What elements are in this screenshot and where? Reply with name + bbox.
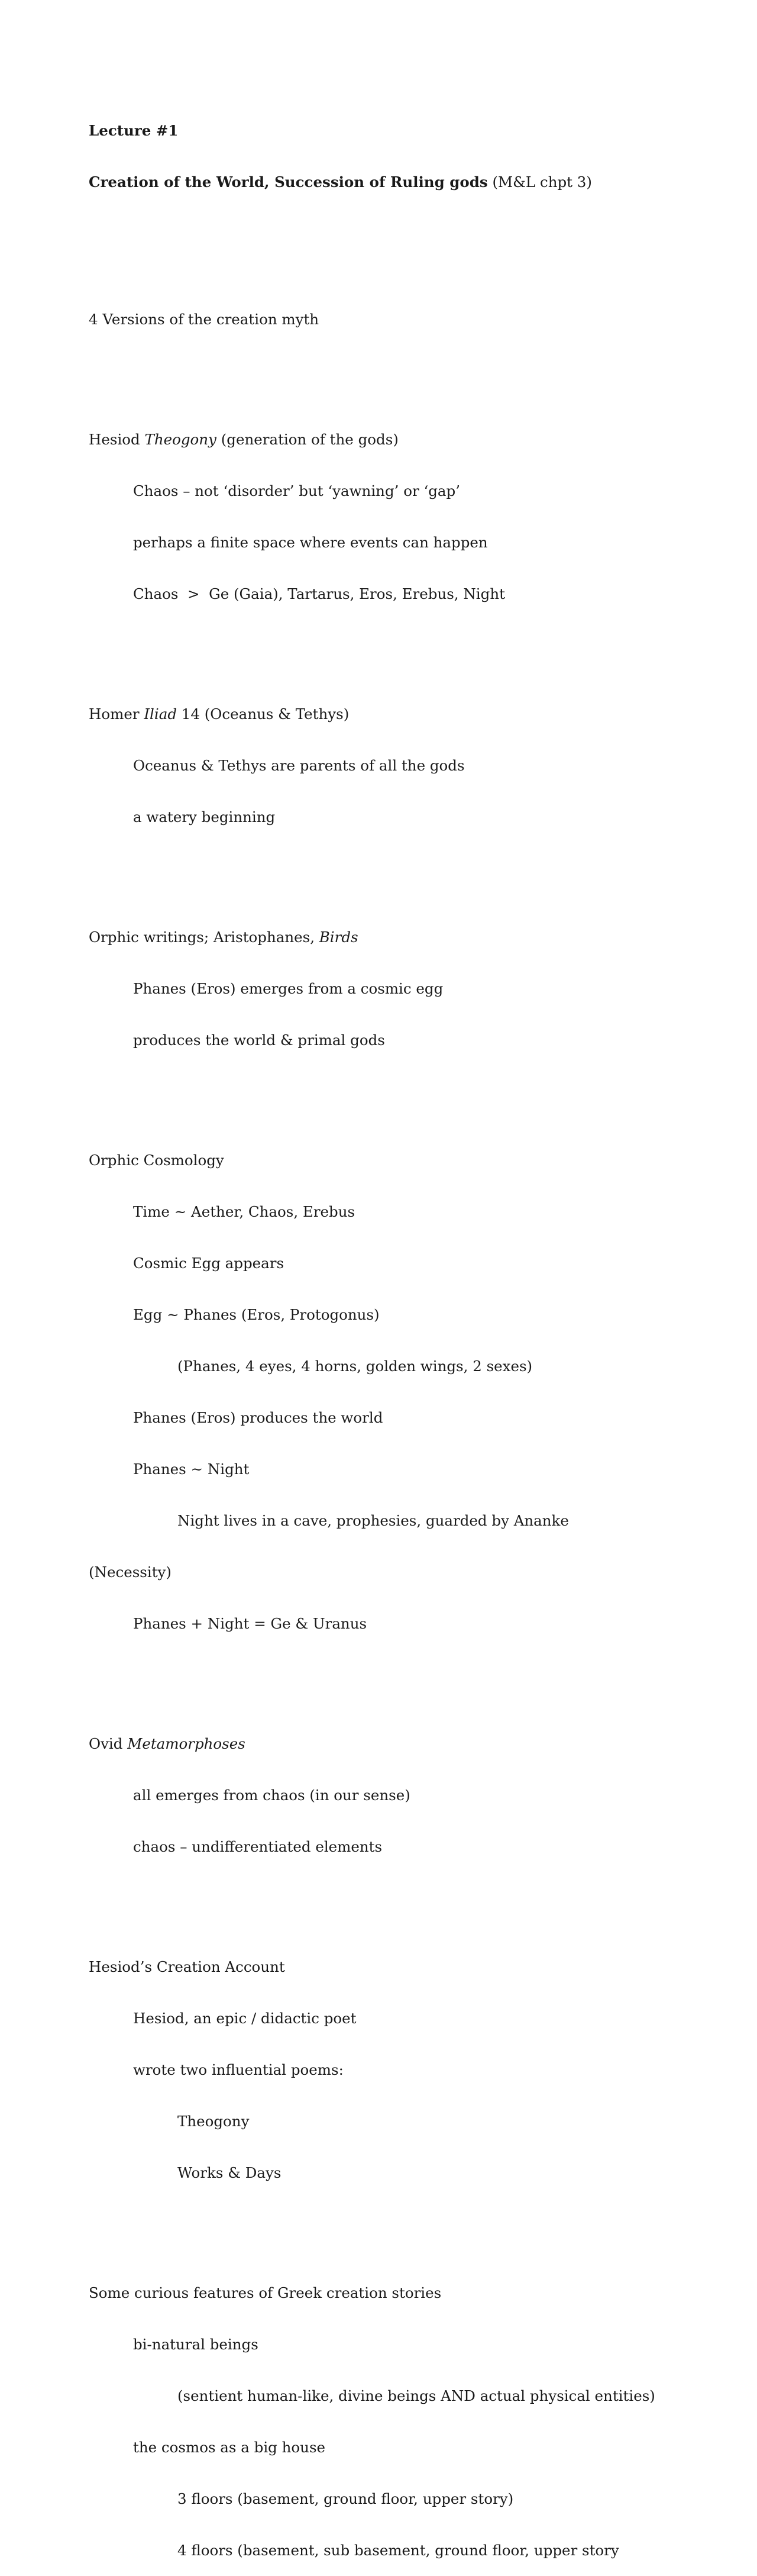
cosmology-line: Phanes ~ Night [133,1461,250,1478]
features-line: bi-natural beings [133,2336,258,2353]
features-heading: Some curious features of Greek creation stories [89,2284,442,2301]
account-poem: Works & Days [177,2164,282,2181]
cosmology-wrap: (Necessity) [89,1563,172,1581]
features-subline: (sentient human-like, divine beings AND actual physical entities) [177,2387,655,2404]
hesiod-line: Chaos > Ge (Gaia), Tartarus, Eros, Erebus, Night [133,585,505,602]
lecture-number: Lecture #1 [89,122,179,139]
ovid-line: all emerges from chaos (in our sense) [133,1787,410,1804]
hesiod-line: Chaos – not ‘disorder’ but ‘yawning’ or ‘gap’ [133,482,461,499]
cosmology-subline: (Phanes, 4 eyes, 4 horns, golden wings, 2 sexes) [177,1358,533,1375]
orphic-line: Phanes (Eros) emerges from a cosmic egg [133,980,444,997]
lecture-reference: (M&L chpt 3) [487,173,592,191]
lecture-title-line [89,173,727,191]
account-line: Hesiod, an epic / didactic poet [133,2010,357,2027]
cosmology-line: Egg ~ Phanes (Eros, Protogonus) [133,1306,380,1323]
features-subline: 3 floors (basement, ground floor, upper story) [177,2490,514,2507]
cosmology-heading: Orphic Cosmology [89,1152,224,1169]
cosmology-line: Time ~ Aether, Chaos, Erebus [133,1203,355,1220]
cosmology-subline: Night lives in a cave, prophesies, guarded by Ananke [177,1512,569,1529]
cosmology-line: Cosmic Egg appears [133,1255,284,1272]
homer-heading: Homer Iliad 14 (Oceanus & Tethys) [89,705,350,723]
hesiod-heading: Hesiod Theogony (generation of the gods) [89,431,399,448]
ovid-line: chaos – undifferentiated elements [133,1838,383,1855]
homer-line: a watery beginning [133,808,276,826]
lecture-title: Creation of the World, Succession of Ruling gods [89,173,488,191]
hesiod-line: perhaps a finite space where events can happen [133,534,488,551]
features-line: the cosmos as a big house [133,2439,326,2456]
orphic-line: produces the world & primal gods [133,1031,385,1049]
cosmology-line: Phanes (Eros) produces the world [133,1409,383,1426]
account-poem: Theogony [177,2113,250,2130]
account-heading: Hesiod’s Creation Account [89,1958,285,1975]
lecture-document [89,88,727,2576]
ovid-heading: Ovid Metamorphoses [89,1735,245,1752]
homer-line: Oceanus & Tethys are parents of all the gods [133,757,465,774]
orphic-heading: Orphic writings; Aristophanes, Birds [89,928,358,946]
cosmology-line: Phanes + Night = Ge & Uranus [133,1615,367,1632]
account-line: wrote two influential poems: [133,2061,344,2078]
intro-line: 4 Versions of the creation myth [89,311,319,328]
features-subline: 4 floors (basement, sub basement, ground floor, upper story [177,2542,619,2559]
